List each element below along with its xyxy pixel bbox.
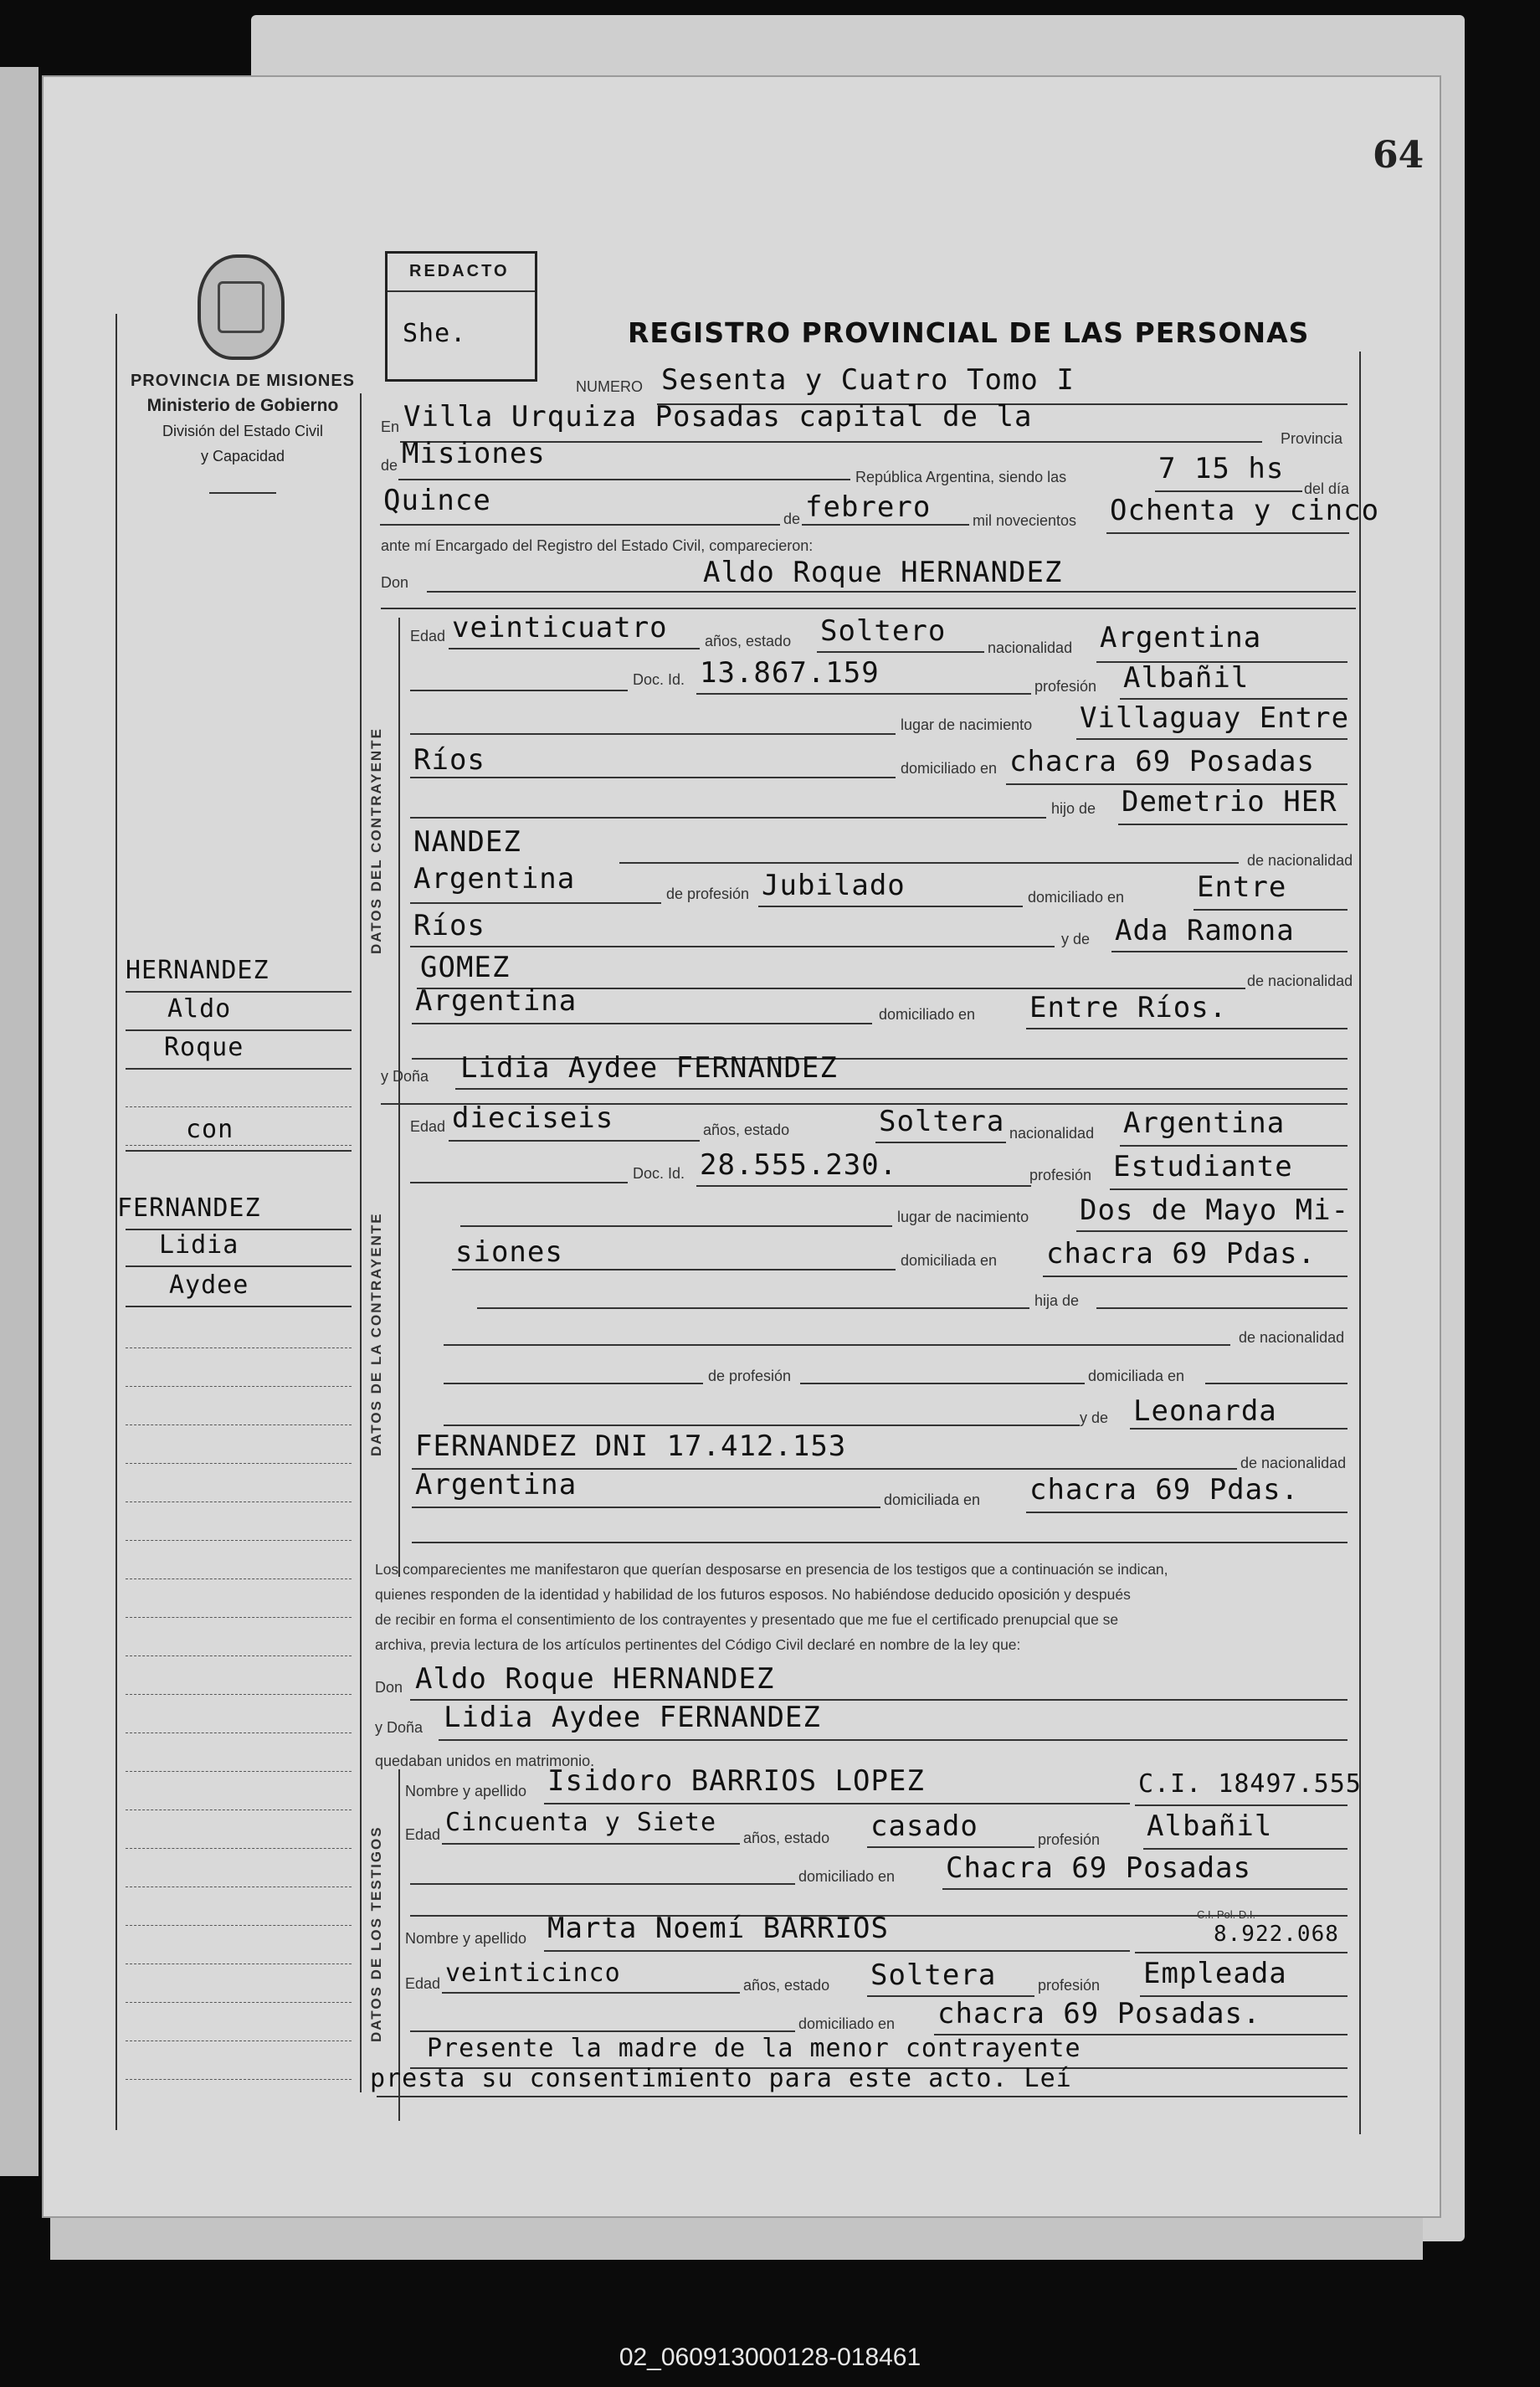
edad-value: dieciseis <box>452 1101 614 1135</box>
margin-note-6: Lidia <box>159 1230 239 1260</box>
field-line <box>1194 909 1348 911</box>
anio-value: Ochenta y cinco <box>1110 494 1380 527</box>
don-label: Don <box>381 574 409 591</box>
nacionalidad-label: nacionalidad <box>988 639 1073 656</box>
ante-text: ante mí Encargado del Registro del Estado Civil, comparecieron: <box>381 537 814 554</box>
profesion-value: Albañil <box>1123 661 1250 695</box>
hijo-label: hijo de <box>1051 800 1096 817</box>
field-line <box>544 1803 1130 1804</box>
field-line <box>412 1542 1348 1543</box>
margin-line <box>126 1732 352 1733</box>
t2-doc-label: C.I. Pol. D.I. <box>1197 1908 1256 1921</box>
note-line1: Presente la madre de la menor contrayente <box>427 2034 1081 2063</box>
hora-value: 7 15 hs <box>1158 452 1285 485</box>
field-line <box>1026 1512 1348 1513</box>
paragraph-line: Los comparecientes me manifestaron que querían desposarse en presencia de los testigos que a continuación se indican, <box>375 1561 1168 1578</box>
field-line <box>410 946 1055 947</box>
en-label: En <box>381 418 400 435</box>
t2-edad: veinticinco <box>445 1958 621 1988</box>
field-line <box>442 1843 740 1845</box>
field-line <box>455 1088 1348 1090</box>
margin-line <box>126 991 352 993</box>
t1-profesion: Albañil <box>1147 1810 1273 1843</box>
madre-nac: Argentina <box>415 984 578 1018</box>
edad-label: Edad <box>410 1118 446 1135</box>
margin-note-1: HERNANDEZ <box>126 956 270 985</box>
field-line <box>817 651 984 653</box>
field-line <box>1096 1307 1348 1309</box>
field-line <box>398 479 850 480</box>
dia-value: Quince <box>383 484 491 517</box>
estado-value: Soltero <box>820 614 947 648</box>
t1-doc: C.I. 18497.555 <box>1138 1769 1362 1799</box>
de-nac-label: de nacionalidad <box>1239 1329 1345 1346</box>
field-line <box>696 693 1031 695</box>
t2-domicilio-label: domiciliado en <box>798 2015 896 2032</box>
union-don-label: Don <box>375 1679 403 1696</box>
margin-line <box>126 1540 352 1541</box>
lugar-label: lugar de nacimiento <box>901 716 1033 733</box>
field-line <box>377 2096 1348 2097</box>
numero-value: Sesenta y Cuatro Tomo I <box>661 363 1075 397</box>
margin-line <box>126 1925 352 1926</box>
madre-value: Leonarda <box>1133 1394 1277 1428</box>
field-line <box>410 1883 795 1885</box>
de-profesion-label: de profesión <box>666 886 750 902</box>
field-line <box>1106 532 1349 534</box>
madre-dom: Entre Ríos. <box>1029 991 1228 1024</box>
field-line <box>1130 1428 1348 1430</box>
de-profesion-label: de profesión <box>708 1368 792 1384</box>
domicilio-value: chacra 69 Pdas. <box>1046 1237 1317 1270</box>
field-line <box>410 902 661 904</box>
lugar-value: Villaguay Entre <box>1080 701 1350 735</box>
y-de-label: y de <box>1080 1409 1109 1426</box>
t2-profesion: Empleada <box>1143 1957 1287 1990</box>
margin-line <box>126 1424 352 1425</box>
field-line <box>444 1383 703 1384</box>
lugar-value2: siones <box>455 1235 563 1269</box>
madre-value2: FERNANDEZ DNI 17.412.153 <box>415 1430 847 1463</box>
field-line <box>867 1846 1034 1848</box>
quedaban-text: quedaban unidos en matrimonio. <box>375 1753 595 1769</box>
field-line <box>1026 1028 1348 1029</box>
t2-edad-label: Edad <box>405 1975 441 1992</box>
t2-anios-estado-label: años, estado <box>743 1977 830 1994</box>
field-line <box>410 1182 628 1183</box>
del-dia-label: del día <box>1304 480 1350 497</box>
field-line <box>1135 1804 1348 1806</box>
field-line <box>1143 1848 1348 1850</box>
field-line <box>1076 738 1348 740</box>
domicilio-label: domiciliada en <box>901 1252 998 1269</box>
t1-edad-label: Edad <box>405 1826 441 1843</box>
margin-line <box>126 1106 352 1107</box>
t1-edad: Cincuenta y Siete <box>445 1808 717 1837</box>
field-line <box>412 1023 872 1024</box>
field-line <box>449 1140 700 1142</box>
t1-estado: casado <box>870 1810 978 1843</box>
padre-prof: Jubilado <box>762 869 906 902</box>
field-line <box>449 648 700 649</box>
padre-value: Demetrio HER <box>1122 785 1337 819</box>
field-line <box>477 1307 1029 1309</box>
field-line <box>460 1225 892 1227</box>
field-line <box>381 608 1356 609</box>
lugar-label: lugar de nacimiento <box>897 1209 1029 1225</box>
field-line <box>619 862 1239 864</box>
padre-dom-label: domiciliado en <box>1028 889 1125 906</box>
de-nac-label2: de nacionalidad <box>1247 973 1353 989</box>
republica-label: República Argentina, siendo las <box>855 469 1067 485</box>
section-divider <box>398 618 400 1137</box>
anios-estado-label: años, estado <box>703 1122 790 1138</box>
field-line <box>442 1992 740 1994</box>
register-page <box>42 75 1441 2218</box>
padre-dom: Entre <box>1197 870 1287 904</box>
t2-domicilio: chacra 69 Posadas. <box>937 1997 1261 2030</box>
t2-profesion-label: profesión <box>1038 1977 1101 1994</box>
field-line <box>444 1424 1080 1426</box>
field-line <box>544 1950 1130 1952</box>
paragraph-line: de recibir en forma el consentimiento de los contrayentes y presentado que me fue el certificado prenupcial que se <box>375 1611 1119 1628</box>
nacionalidad-label: nacionalidad <box>1009 1125 1095 1142</box>
t1-anios-estado-label: años, estado <box>743 1830 830 1846</box>
doc-label: Doc. Id. <box>633 671 685 688</box>
margin-line <box>126 1848 352 1849</box>
margin-line <box>126 2079 352 2080</box>
dona-label: y Doña <box>381 1068 429 1085</box>
margin-line <box>126 1386 352 1387</box>
field-line <box>1076 1230 1348 1232</box>
field-line <box>696 1185 1031 1187</box>
margin-line <box>126 1265 352 1267</box>
madre-dom-label: domiciliado en <box>879 1006 976 1023</box>
t2-nombre-label: Nombre y apellido <box>405 1930 527 1947</box>
t1-domicilio-label: domiciliado en <box>798 1868 896 1885</box>
field-line <box>1120 698 1348 700</box>
margin-line <box>126 1306 352 1307</box>
field-line <box>427 591 1356 593</box>
field-line <box>380 524 780 526</box>
padre-value2: NANDEZ <box>413 825 521 859</box>
field-line <box>410 733 896 735</box>
ministry-line2: Ministerio de Gobierno <box>146 396 339 415</box>
t1-profesion-label: profesión <box>1038 1831 1101 1848</box>
padre-nac: Argentina <box>413 862 576 896</box>
field-line <box>942 1888 1348 1890</box>
madre-dom-label: domiciliada en <box>884 1491 981 1508</box>
section-divider <box>398 1108 400 1577</box>
de2-label: de <box>783 511 801 527</box>
dona-value: Lidia Aydee FERNANDEZ <box>460 1051 838 1085</box>
ministry-line4: y Capacidad <box>200 448 285 465</box>
de-nac-label2: de nacionalidad <box>1240 1455 1347 1471</box>
en-value: Villa Urquiza Posadas capital de la <box>403 400 1033 434</box>
nacionalidad-value: Argentina <box>1100 621 1262 654</box>
margin-note-4: con <box>186 1115 234 1144</box>
field-line <box>1111 951 1348 952</box>
contrayente-section-label: DATOS DEL CONTRAYENTE <box>368 727 384 954</box>
hija-label: hija de <box>1034 1292 1080 1309</box>
field-line <box>800 1383 1085 1384</box>
t2-nombre: Marta Noemí BARRIOS <box>547 1912 889 1945</box>
field-line <box>410 777 896 778</box>
field-line <box>1155 490 1302 492</box>
margin-note-5: FERNANDEZ <box>117 1194 261 1223</box>
ministry-line3: División del Estado Civil <box>162 423 324 439</box>
margin-line <box>126 2002 352 2003</box>
margin-line <box>126 1029 352 1031</box>
field-line <box>452 1269 896 1270</box>
paragraph-line: archiva, previa lectura de los artículos pertinentes del Código Civil declaré en nombre de la ley que: <box>375 1636 1021 1653</box>
de-nac-label: de nacionalidad <box>1247 852 1353 869</box>
field-line <box>410 2030 795 2032</box>
lugar-value: Dos de Mayo Mi- <box>1080 1194 1350 1227</box>
profesion-label: profesión <box>1034 678 1097 695</box>
numero-label: NUMERO <box>576 378 643 395</box>
mil-label: mil novecientos <box>973 512 1077 529</box>
mes-value: febrero <box>805 490 932 524</box>
doc-label: Doc. Id. <box>633 1165 685 1182</box>
contrayenta-section-label: DATOS DE LA CONTRAYENTE <box>368 1212 384 1456</box>
t2-estado: Soltera <box>870 1958 997 1992</box>
doc-value: 28.555.230. <box>700 1148 898 1182</box>
t1-domicilio: Chacra 69 Posadas <box>946 1851 1251 1885</box>
domicilio-value: chacra 69 Posadas <box>1009 745 1315 778</box>
margin-line <box>126 1463 352 1464</box>
edad-value: veinticuatro <box>452 611 668 644</box>
margin-line <box>126 1617 352 1618</box>
de-value: Misiones <box>402 437 546 470</box>
field-line <box>875 1142 1006 1143</box>
declaration-paragraph <box>375 1557 1346 1657</box>
testigos-section-label: DATOS DE LOS TESTIGOS <box>368 1825 384 2042</box>
field-line <box>1120 1145 1348 1147</box>
redacto-label: REDACTO <box>409 262 510 280</box>
divider <box>209 492 276 494</box>
margin-line <box>126 1694 352 1695</box>
padre-dom2: Ríos <box>413 909 485 942</box>
field-line <box>1135 1952 1348 1953</box>
frame-right <box>1359 352 1361 2134</box>
margin-note-2: Aldo <box>167 994 232 1024</box>
profesion-value: Estudiante <box>1113 1150 1293 1183</box>
page-number: 64 <box>1373 134 1424 177</box>
doc-value: 13.867.159 <box>700 656 880 690</box>
madre-nac: Argentina <box>415 1468 578 1502</box>
edad-label: Edad <box>410 628 446 644</box>
frame-margin <box>360 393 362 2092</box>
nacionalidad-value: Argentina <box>1123 1106 1286 1140</box>
field-line <box>412 1507 880 1508</box>
field-line <box>1118 824 1348 825</box>
estado-value: Soltera <box>879 1105 1005 1138</box>
divider <box>388 290 535 292</box>
lugar-value2: Ríos <box>413 743 485 777</box>
margin-line <box>126 1068 352 1070</box>
field-line <box>444 1344 1230 1346</box>
provincia-label: Provincia <box>1281 430 1343 447</box>
anios-estado-label: años, estado <box>705 633 792 649</box>
image-caption: 02_060913000128-018461 <box>619 2343 921 2371</box>
madre-dom: chacra 69 Pdas. <box>1029 1473 1300 1507</box>
redacto-box <box>385 251 537 382</box>
field-line <box>410 690 628 691</box>
field-line <box>802 524 969 526</box>
profesion-label: profesión <box>1029 1167 1092 1183</box>
field-line <box>1110 1188 1348 1190</box>
note-line2: presta su consentimiento para este acto. Leí <box>370 2064 1072 2093</box>
don-value: Aldo Roque HERNANDEZ <box>703 556 1063 589</box>
redacto-value: She. <box>403 319 467 348</box>
margin-line <box>126 1150 352 1152</box>
y-de-label: y de <box>1061 931 1091 947</box>
margin-note-3: Roque <box>164 1033 244 1062</box>
t1-nombre-label: Nombre y apellido <box>405 1783 527 1799</box>
ministry-line1: PROVINCIA DE MISIONES <box>130 372 356 390</box>
union-dona-value: Lidia Aydee FERNANDEZ <box>444 1701 821 1734</box>
field-line <box>758 906 1023 907</box>
union-don-value: Aldo Roque HERNANDEZ <box>415 1662 775 1696</box>
dom-label: domiciliada en <box>1088 1368 1185 1384</box>
t1-nombre: Isidoro BARRIOS LOPEZ <box>547 1764 925 1798</box>
margin-line <box>126 1578 352 1579</box>
left-page-edge <box>0 67 38 2176</box>
field-line <box>1205 1383 1348 1384</box>
margin-line <box>126 1771 352 1772</box>
domicilio-label: domiciliado en <box>901 760 998 777</box>
t2-doc: 8.922.068 <box>1214 1922 1339 1947</box>
field-line <box>439 1739 1348 1741</box>
margin-line <box>126 1145 352 1146</box>
page-title: REGISTRO PROVINCIAL DE LAS PERSONAS <box>628 316 1310 349</box>
madre-value2: GOMEZ <box>420 951 511 984</box>
union-dona-label: y Doña <box>375 1719 424 1736</box>
field-line <box>410 817 1046 819</box>
field-line <box>1043 1276 1348 1277</box>
province-seal-icon <box>198 254 285 360</box>
margin-note-7: Aydee <box>169 1270 249 1300</box>
de-label: de <box>381 457 398 474</box>
ministry-header <box>117 368 368 469</box>
paragraph-line: quienes responden de la identidad y habilidad de los futuros esposos. No habiéndose deducido oposición y después <box>375 1586 1131 1603</box>
madre-value: Ada Ramona <box>1115 914 1295 947</box>
